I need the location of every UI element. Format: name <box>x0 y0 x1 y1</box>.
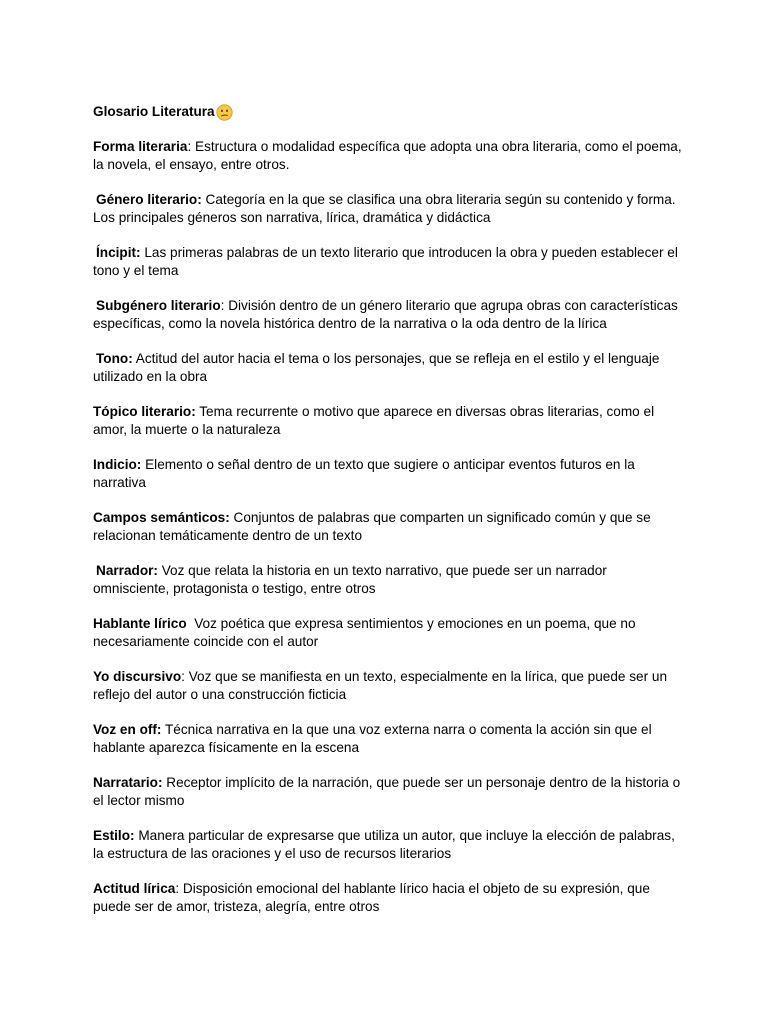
glossary-entry-narrador <box>93 562 683 598</box>
entry-definition: Tema recurrente o motivo que aparece en diversas obras literarias, como el amor, la muerte o la naturaleza <box>93 404 655 437</box>
entry-term: Tono: <box>96 351 133 366</box>
glossary-entry-actitud-lirica <box>93 880 683 916</box>
entry-term: Indicio: <box>93 457 142 472</box>
glossary-entry-estilo <box>93 827 683 863</box>
glossary-entry-voz-en-off <box>93 721 683 757</box>
glossary-entry-genero-literario <box>93 191 683 227</box>
glossary-entry-campos-semanticos <box>93 509 683 545</box>
glossary-entry-yo-discursivo <box>93 668 683 704</box>
entry-definition: : División dentro de un género literario que agrupa obras con características específicas, como la novela histórica dentro de la narrativa o la oda dentro de la lírica <box>93 298 678 331</box>
glossary-entry-tono <box>93 350 683 386</box>
entry-term: Yo discursivo <box>93 669 182 684</box>
entry-term: Íncipit: <box>96 245 141 260</box>
entry-term: Actitud lírica <box>93 881 176 896</box>
glossary-entry-topico-literario <box>93 403 683 439</box>
entry-definition: Receptor implícito de la narración, que puede ser un personaje dentro de la historia o el lector mismo <box>93 775 681 808</box>
document-page <box>93 103 683 933</box>
entry-definition: Categoría en la que se clasifica una obra literaria según su contenido y forma. Los principales géneros son narrativa, lírica, dramática y didáctica <box>93 192 676 225</box>
glossary-entry-incipit <box>93 244 683 280</box>
entry-term: Voz en off: <box>93 722 162 737</box>
entry-definition: Voz poética que expresa sentimientos y emociones en un poema, que no necesariamente coincide con el autor <box>93 616 640 649</box>
entry-term: Subgénero literario <box>96 298 221 313</box>
confused-face-emoji-icon <box>216 104 233 121</box>
glossary-entry-hablante-lirico <box>93 615 683 651</box>
entry-definition: : Estructura o modalidad específica que adopta una obra literaria, como el poema, la novela, el ensayo, entre otros. <box>93 139 682 172</box>
document-title <box>93 103 683 121</box>
glossary-entry-narratario <box>93 774 683 810</box>
entry-definition: Elemento o señal dentro de un texto que sugiere o anticipar eventos futuros en la narrativa <box>93 457 635 490</box>
entry-term: Tópico literario: <box>93 404 196 419</box>
entry-term: Campos semánticos: <box>93 510 230 525</box>
entry-term: Estilo: <box>93 828 135 843</box>
entry-definition: Conjuntos de palabras que comparten un significado común y que se relacionan temáticamente dentro de un texto <box>93 510 651 543</box>
entry-definition: Actitud del autor hacia el tema o los personajes, que se refleja en el estilo y el lenguaje utilizado en la obra <box>93 351 660 384</box>
glossary-entry-subgenero-literario <box>93 297 683 333</box>
entry-term: Narratario: <box>93 775 163 790</box>
entry-term: Narrador: <box>96 563 158 578</box>
entry-term: Forma literaria <box>93 139 188 154</box>
entry-definition: : Voz que se manifiesta en un texto, especialmente en la lírica, que puede ser un reflejo del autor o una construcción ficticia <box>93 669 668 702</box>
glossary-entry-forma-literaria <box>93 138 683 174</box>
entry-term: Hablante lírico <box>93 616 187 631</box>
entry-definition: Las primeras palabras de un texto literario que introducen la obra y pueden establecer el tono y el tema <box>93 245 678 278</box>
entry-definition: Técnica narrativa en la que una voz externa narra o comenta la acción sin que el hablante aparezca físicamente en la escena <box>93 722 652 755</box>
entry-term: Género literario: <box>96 192 202 207</box>
document-title-text: Glosario Literatura <box>93 104 215 119</box>
glossary-entry-indicio <box>93 456 683 492</box>
entry-definition: Voz que relata la historia en un texto narrativo, que puede ser un narrador omnisciente, protagonista o testigo, entre otros <box>93 563 607 596</box>
entry-definition: : Disposición emocional del hablante lírico hacia el objeto de su expresión, que puede ser de amor, tristeza, alegría, entre otros <box>93 881 650 914</box>
entry-definition: Manera particular de expresarse que utiliza un autor, que incluye la elección de palabras, la estructura de las oraciones y el uso de recursos literarios <box>93 828 675 861</box>
